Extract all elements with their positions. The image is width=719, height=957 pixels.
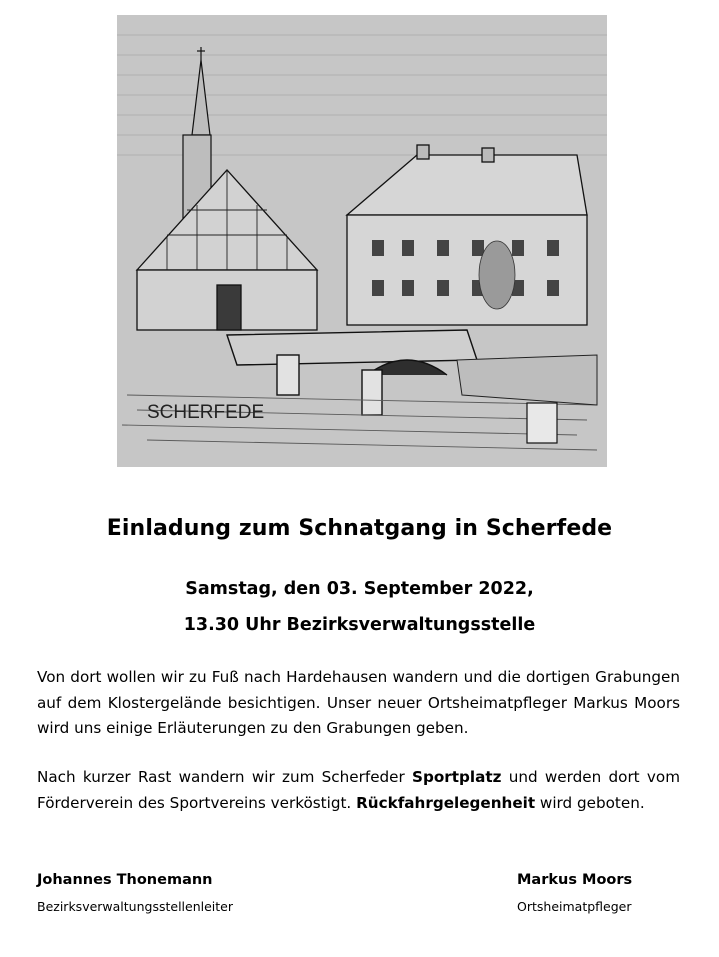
time-line: 13.30 Uhr Bezirksverwaltungsstelle bbox=[183, 615, 536, 635]
paragraph-walk: Von dort wollen wir zu Fuß nach Hardehausen wandern und die dortigen Grabungen auf dem Klostergelände besichtigen. Unser neuer Ortsheimatpfleger Markus Moors wird uns einige Erläuterungen zu den Grabungen geben. bbox=[37, 668, 680, 737]
signatory-role-1: Bezirksverwaltungsstellenleiter bbox=[37, 899, 233, 914]
paragraph-rest-part1: Nach kurzer Rast wandern wir zum Scherfeder bbox=[37, 768, 413, 786]
sportplatz-highlight: Sportplatz bbox=[412, 768, 502, 786]
paragraph-rest-part2: und werden dort vom Förderverein des Sportvereins verköstigt. bbox=[37, 768, 680, 812]
village-illustration bbox=[117, 15, 607, 467]
rueckfahr-highlight: Rückfahrgelegenheit bbox=[356, 793, 536, 812]
page-title: Einladung zum Schnatgang in Scherfede bbox=[106, 516, 613, 541]
paragraph-rest bbox=[37, 765, 680, 816]
signatory-name-2: Markus Moors bbox=[517, 872, 633, 888]
paragraph-rest-part3: wird geboten. bbox=[535, 793, 645, 812]
illustration-caption: SCHERFEDE bbox=[147, 402, 265, 423]
signatory-name-1: Johannes Thonemann bbox=[37, 872, 213, 888]
date-line: Samstag, den 03. September 2022, bbox=[185, 579, 534, 599]
village-sketch bbox=[117, 15, 607, 467]
signatory-role-2: Ortsheimatpfleger bbox=[517, 899, 632, 914]
